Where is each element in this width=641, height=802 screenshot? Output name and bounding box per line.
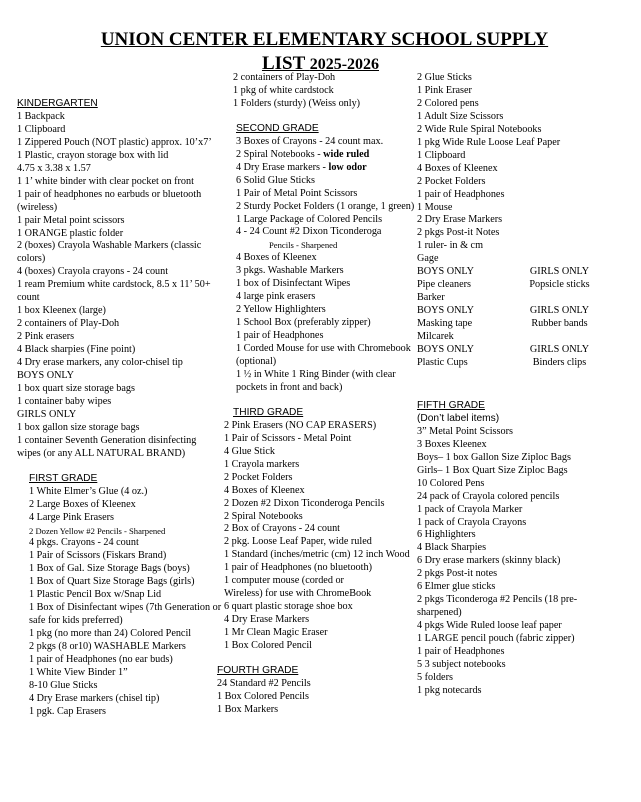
list-item: 1 box Kleenex (large) <box>17 305 106 317</box>
list-item: 2 pkg. Loose Leaf Paper, wide ruled <box>224 536 372 548</box>
item-text: 2 Spiral Notebooks - <box>236 148 324 160</box>
boys-item: Pipe cleaners <box>417 279 472 291</box>
list-item: Wireless) for use with ChromeBook <box>224 588 372 600</box>
list-item: 2 Dozen #2 Dixon Ticonderoga Pencils <box>224 497 385 509</box>
girls-only-label: GIRLS ONLY <box>529 305 590 317</box>
list-item: 1 pkg (no more than 24) Colored Pencil <box>29 628 192 640</box>
spacer <box>233 395 418 407</box>
list-item: 5 3 subject notebooks <box>417 658 506 670</box>
list-item: 4 - 24 Count #2 Dixon Ticonderoga <box>236 226 382 238</box>
boys-item: Plastic Cups <box>417 356 468 368</box>
list-item: 4 large pink erasers <box>236 291 316 303</box>
list-item: 4 Boxes of Kleenex <box>224 484 305 496</box>
list-item: 2 (boxes) Crayola Washable Markers (classic colors) <box>17 240 202 265</box>
list-item: 3 pkgs. Washable Markers <box>236 265 344 277</box>
list-item: 4 Dry Erase Markers <box>224 614 310 626</box>
list-item: 2 Pocket Folders <box>224 471 293 483</box>
boys-girls-row <box>417 331 617 344</box>
list-item: 24 Standard #2 Pencils <box>217 677 311 689</box>
list-item: 4 Black sharpies (Fine point) <box>17 344 136 356</box>
boys-girls-row <box>417 266 617 279</box>
column-left <box>17 98 222 719</box>
list-item: 1 White Elmer’s Glue (4 oz.) <box>29 485 148 497</box>
list-item: 1 White View Binder 1” <box>29 666 128 678</box>
list-item: 1 Pink Eraser <box>417 84 472 96</box>
boys-girls-row <box>417 318 617 331</box>
list-item: 3” Metal Point Scissors <box>417 425 513 437</box>
list-item: 4 Large Pink Erasers <box>29 511 114 523</box>
boys-only-label: BOYS ONLY <box>417 344 474 356</box>
list-item: 1 pack of Crayola Crayons <box>417 516 527 528</box>
list-item: 4 Dry Erase markers (chisel tip) <box>29 692 160 704</box>
girls-item: Rubber bands <box>531 318 588 330</box>
list-item: 2 pkgs (8 or10) WASHABLE Markers <box>29 641 186 653</box>
list-item: 2 containers of Play-Doh <box>233 72 336 83</box>
list-item: 1 pair of Headphones <box>417 188 505 200</box>
list-item: 1 Plastic Pencil Box w/Snap Lid <box>29 589 162 601</box>
girls-item: Binders clips <box>532 356 587 368</box>
spacer <box>233 111 418 123</box>
list-item: 2 Pink Erasers (NO CAP ERASERS) <box>224 419 377 431</box>
page-title-line1: UNION CENTER ELEMENTARY SCHOOL SUPPLY <box>100 29 549 50</box>
list-item: 2 Spiral Notebooks <box>224 510 303 522</box>
column-middle <box>217 72 418 717</box>
third-grade-list <box>224 420 418 653</box>
teacher-name: Milcarek <box>417 331 454 343</box>
list-item: 2 Yellow Highlighters <box>236 304 326 316</box>
list-item: 3 Boxes of Crayons - 24 count max. <box>236 135 384 147</box>
girls-item: Popsicle sticks <box>529 279 590 291</box>
list-item: 6 Elmer glue sticks <box>417 581 496 593</box>
list-item: 1 pair of Headphones (no ear buds) <box>29 654 173 666</box>
second-grade-heading: SECOND GRADE <box>236 122 319 134</box>
column-right <box>417 72 617 698</box>
list-item: Gage <box>417 253 439 265</box>
list-item: 6 Highlighters <box>417 529 476 541</box>
list-item: 4 Glue Stick <box>224 445 275 457</box>
list-item: 2 Box of Crayons - 24 count <box>224 523 341 535</box>
list-item: 1 ORANGE plastic folder <box>17 227 124 239</box>
list-item: 1 Clipboard <box>417 149 466 161</box>
girls-only-label: GIRLS ONLY <box>529 344 590 356</box>
list-item: 1 Box Colored Pencil <box>224 640 313 652</box>
list-item: 2 Sturdy Pocket Folders (1 orange, 1 green) <box>236 200 415 212</box>
list-item: 2 Wide Rule Spiral Notebooks <box>417 123 542 135</box>
list-item: 1 box of Disinfectant Wipes <box>236 278 351 290</box>
list-item: 1 Backpack <box>17 110 65 122</box>
boys-girls-row <box>417 279 617 292</box>
third-grade-heading: THIRD GRADE <box>233 406 304 418</box>
boys-item: Masking tape <box>417 318 473 330</box>
item-emphasis: low odor <box>328 161 367 173</box>
boys-girls-row <box>417 305 617 318</box>
list-item: 2 pkgs Post-it Notes <box>417 227 500 239</box>
boys-girls-row <box>417 357 617 370</box>
list-item: 1 pair of headphones no earbuds or bluetooth (wireless) <box>17 188 202 213</box>
list-item: 6 Dry erase markers (skinny black) <box>417 555 561 567</box>
list-item: 1 pair of Headphones <box>417 646 505 658</box>
list-item: 2 Large Boxes of Kleenex <box>29 498 136 510</box>
list-item: 4 Boxes of Kleenex <box>236 252 317 264</box>
list-item: 2 Dozen Yellow #2 Pencils - Sharpened <box>29 525 166 536</box>
list-item: Boys– 1 box Gallon Size Ziploc Bags <box>417 451 571 463</box>
list-item: 4.75 x 3.38 x 1.57 <box>17 162 91 174</box>
list-item: 1 pkg Wide Rule Loose Leaf Paper <box>417 136 561 148</box>
list-item: 2 pkgs Post-it notes <box>417 568 498 580</box>
list-item: 4 pkgs Wide Ruled loose leaf paper <box>417 620 562 632</box>
boys-girls-row <box>417 292 617 305</box>
list-item: 1 School Box (preferably zipper) <box>236 317 371 329</box>
list-item: 1 Pair of Scissors - Metal Point <box>224 432 352 444</box>
list-item: 4 Dry erase markers, any color-chisel tip <box>17 357 183 369</box>
spacer <box>233 653 418 665</box>
first-grade-list <box>17 486 222 719</box>
spacer <box>417 370 617 400</box>
list-item: 6 quart plastic storage shoe box <box>224 601 353 613</box>
list-item: 1 1’ white binder with clear pocket on front <box>17 175 194 187</box>
title-year: 2025-2026 <box>309 56 380 73</box>
list-item: 2 Glue Sticks <box>417 72 472 83</box>
list-item-continued: Pencils - Sharpened <box>269 240 338 251</box>
list-item: 1 Box Markers <box>217 703 279 715</box>
list-item: 10 Colored Pens <box>417 477 485 489</box>
item-text: 4 Dry Erase markers - <box>236 161 329 173</box>
list-item: 3 Boxes Kleenex <box>417 438 487 450</box>
list-item: 1 Box of Disinfectant wipes (7th Generation or safe for kids preferred) <box>29 602 222 627</box>
spacer <box>17 461 222 473</box>
list-item: 1 pkg notecards <box>417 684 482 696</box>
list-item: 1 Crayola markers <box>224 458 300 470</box>
list-item: 1 Mouse <box>417 201 453 213</box>
list-item: 6 Solid Glue Sticks <box>236 174 315 186</box>
list-item: 1 pgk. Cap Erasers <box>29 705 106 717</box>
list-item: 5 folders <box>417 671 453 683</box>
list-item: 1 pair of Headphones <box>236 330 324 342</box>
fifth-grade-heading: FIFTH GRADE <box>417 399 485 411</box>
list-item: 2 Pink erasers <box>17 331 75 343</box>
list-item: 1 container baby wipes <box>17 395 112 407</box>
list-item: 2 Pocket Folders <box>417 175 486 187</box>
list-item: 2 Dry Erase Markers <box>417 214 503 226</box>
list-item: 4 pkgs. Crayons - 24 count <box>29 537 139 549</box>
list-item: 1 Pair of Scissors (Fiskars Brand) <box>29 550 167 562</box>
list-item: 24 pack of Crayola colored pencils <box>417 490 560 502</box>
boys-only-label: BOYS ONLY <box>417 305 474 317</box>
list-item: 1 ½ in White 1 Ring Binder (with clear pockets in front and back) <box>236 368 396 393</box>
fifth-grade-note: (Don’t label items) <box>417 412 500 424</box>
list-item: 1 Plastic, crayon storage box with lid <box>17 149 169 161</box>
list-item: 1 Folders (sturdy) (Weiss only) <box>233 97 361 109</box>
teacher-name: Barker <box>417 292 445 304</box>
kindergarten-heading: KINDERGARTEN <box>17 98 98 109</box>
fourth-grade-list <box>217 678 418 717</box>
list-item: Girls– 1 Box Quart Size Ziploc Bags <box>417 464 568 476</box>
list-item: 1 Standard (inches/metric (cm) 12 inch Wood <box>224 549 410 561</box>
list-item: 2 pkgs Ticonderoga #2 Pencils (18 pre-sharpened) <box>417 594 578 619</box>
list-item: 2 Colored pens <box>417 97 479 109</box>
empty-cell <box>517 292 602 305</box>
list-item: 1 box gallon size storage bags <box>17 421 140 433</box>
list-item: 1 pkg of white cardstock <box>233 84 334 96</box>
boys-girls-row <box>417 344 617 357</box>
list-item: 4 (boxes) Crayola crayons - 24 count <box>17 266 169 278</box>
list-item: 1 computer mouse (corded or <box>224 575 344 587</box>
list-item <box>236 149 418 162</box>
list-item: 8-10 Glue Sticks <box>29 679 98 691</box>
list-item: 1 Box of Quart Size Storage Bags (girls) <box>29 576 195 588</box>
list-item: 1 box quart size storage bags <box>17 382 135 394</box>
list-item: 1 Corded Mouse for use with Chromebook (optional) <box>236 343 411 368</box>
title-list-word: LIST <box>261 53 305 74</box>
boys-only-label: BOYS ONLY <box>417 266 474 278</box>
list-item: 1 pair of Headphones (no bluetooth) <box>224 562 372 574</box>
list-item: 1 ruler- in & cm <box>417 240 483 252</box>
girls-only-label: GIRLS ONLY <box>529 266 590 278</box>
list-item: 1 ream Premium white cardstock, 8.5 x 11’ 50+ count <box>17 279 211 304</box>
list-item <box>236 162 418 175</box>
list-item: 1 LARGE pencil pouch (fabric zipper) <box>417 633 575 645</box>
list-item: 1 Zippered Pouch (NOT plastic) approx. 10’x7’ <box>17 136 212 148</box>
list-item: 1 Mr Clean Magic Eraser <box>224 627 328 639</box>
list-item: 1 pack of Crayola Marker <box>417 503 523 515</box>
list-item: 1 pair Metal point scissors <box>17 214 125 226</box>
girls-only-label: GIRLS ONLY <box>17 408 77 420</box>
fourth-grade-heading: FOURTH GRADE <box>217 664 299 676</box>
list-item: 1 Pair of Metal Point Scissors <box>236 187 358 199</box>
list-item: 1 Box Colored Pencils <box>217 690 309 702</box>
boys-only-label: BOYS ONLY <box>17 370 74 382</box>
list-item: 2 containers of Play-Doh <box>17 318 120 330</box>
list-item: 1 Large Package of Colored Pencils <box>236 213 383 225</box>
first-grade-heading: FIRST GRADE <box>29 472 98 484</box>
list-item: 4 Black Sharpies <box>417 542 487 554</box>
second-grade-list <box>233 136 418 395</box>
list-item: 1 container Seventh Generation disinfecting wipes (or any ALL NATURAL BRAND) <box>17 434 197 459</box>
list-item: 1 Box of Gal. Size Storage Bags (boys) <box>29 563 190 575</box>
list-item: 4 Boxes of Kleenex <box>417 162 498 174</box>
list-item: 1 Clipboard <box>17 123 66 135</box>
empty-cell <box>517 331 602 344</box>
list-item: 1 Adult Size Scissors <box>417 110 504 122</box>
item-emphasis: wide ruled <box>323 148 370 160</box>
